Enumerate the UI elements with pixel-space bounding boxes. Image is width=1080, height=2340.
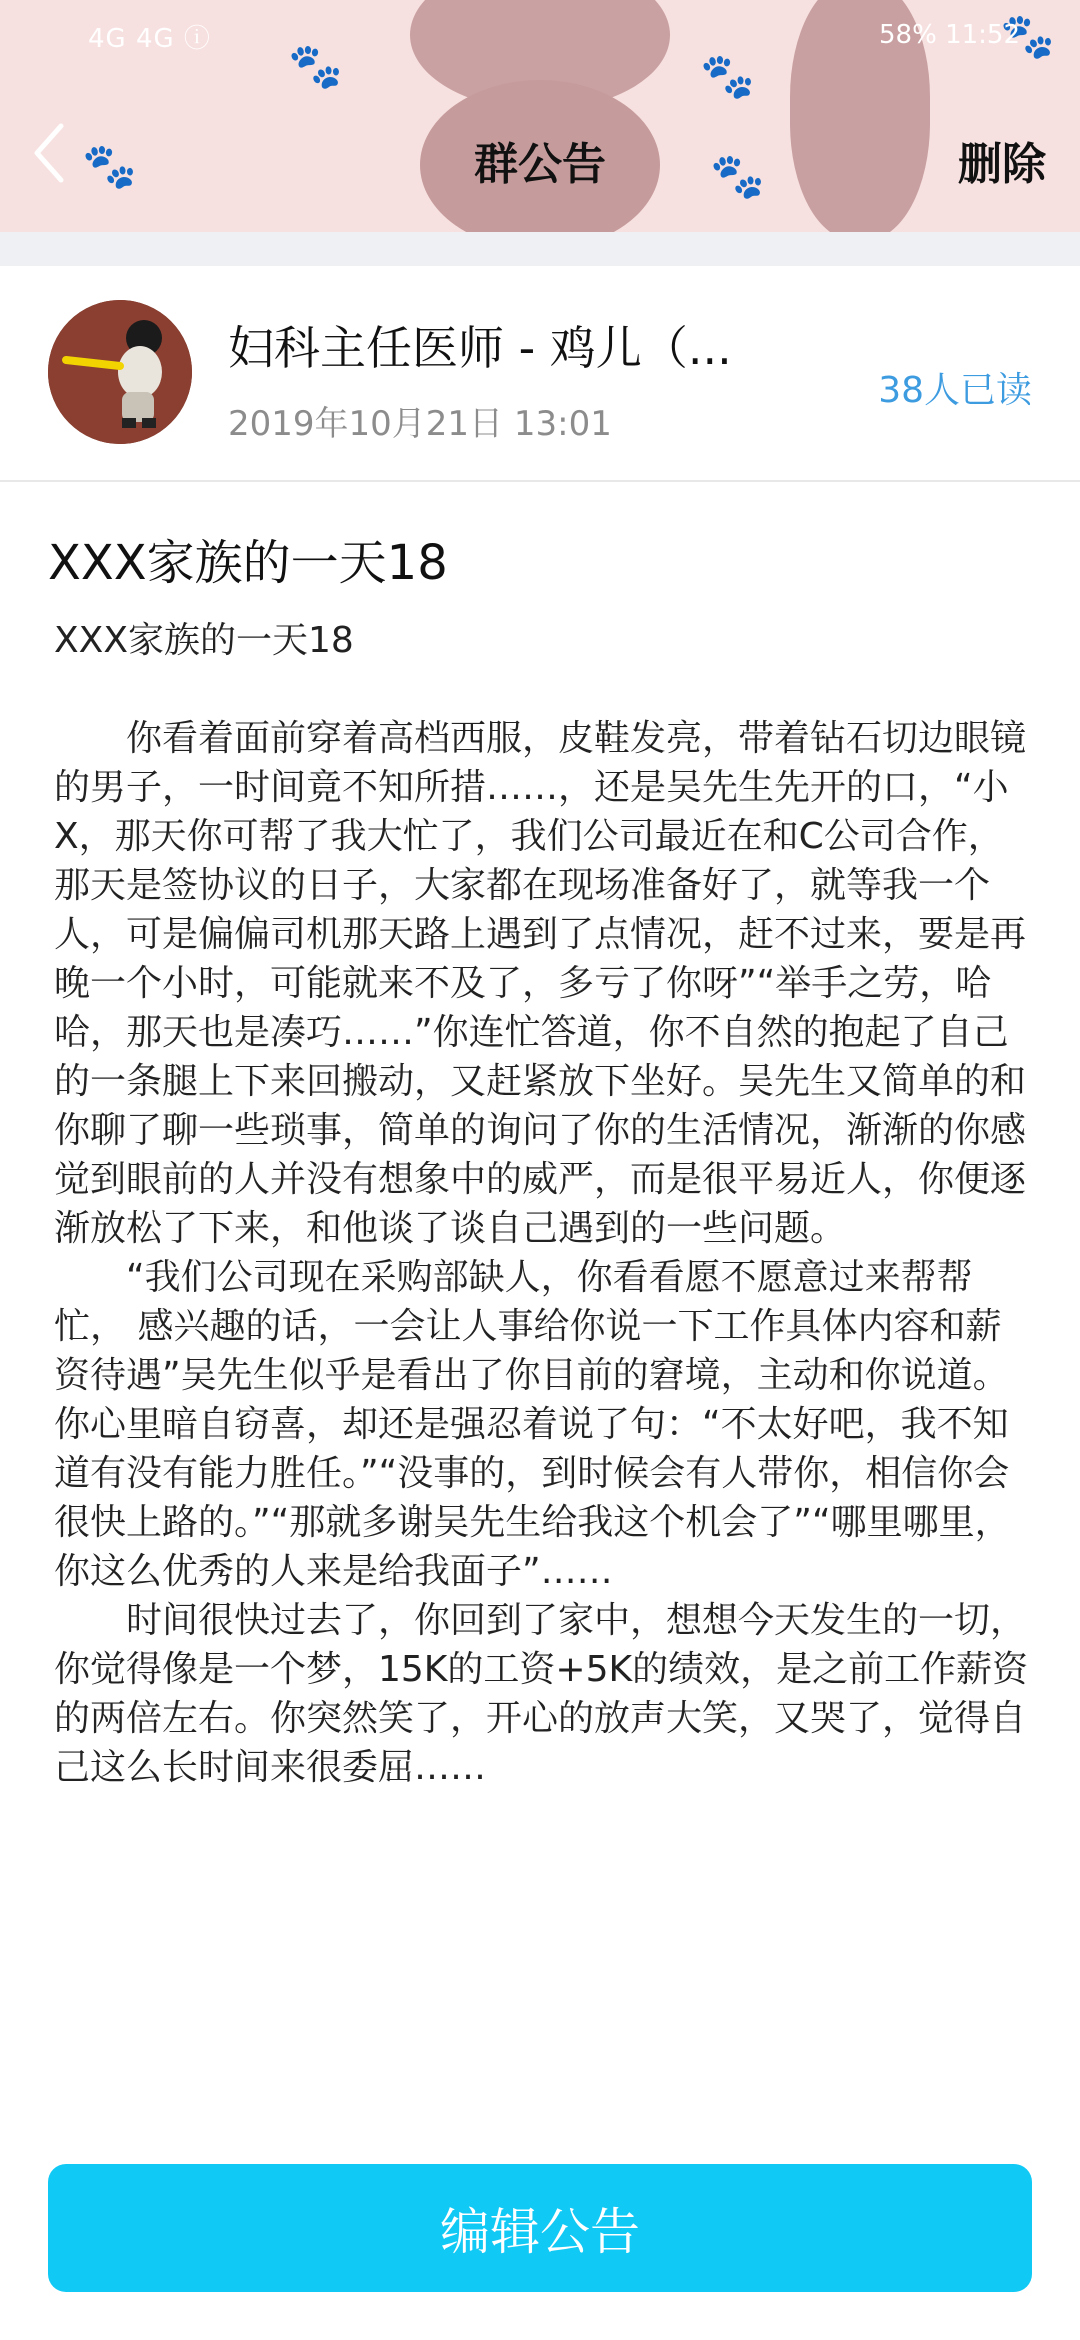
paw-print-icon: 🐾 <box>710 151 765 202</box>
author-row <box>0 266 1080 482</box>
avatar-image <box>48 300 192 444</box>
status-bar-left: 4G 4G ⓘ <box>88 24 211 54</box>
paw-print-icon: 🐾 <box>82 141 137 192</box>
delete-button[interactable]: 删除 <box>958 139 1046 190</box>
paw-print-icon: 🐾 <box>700 51 755 102</box>
announcement-body <box>54 616 1030 1792</box>
paw-print-icon: 🐾 <box>288 41 343 92</box>
body-sub-title: XXX家族的一天18 <box>54 620 354 661</box>
paw-print-icon: 🐾 <box>1000 11 1055 62</box>
announcement-title: XXX家族的一天18 <box>48 535 448 591</box>
body-paragraph: 你看着面前穿着高档西服，皮鞋发亮，带着钻石切边眼镜的男子，一时间竟不知所措……，还是吴先生先开的口，“小X，那天你可帮了我大忙了，我们公司最近在和C公司合作，那天是签协议的日子，大家都在现场准备好了，就等我一个人，可是偏偏司机那天路上遇到了点情况，赶不过来，要是再晚一个小时，可能就来不及了，多亏了你呀”“举手之劳，哈哈，那天也是凑巧……”你连忙答道，你不自然的抱起了自己的一条腿上下来回搬动，又赶紧放下坐好。吴先生又简单的和你聊了聊一些琐事，简单的询问了你的生活情况，渐渐的你感觉到眼前的人并没有想象中的威严，而是很平易近人，你便逐渐放松了下来，和他谈了谈自己遇到的一些问题。 <box>54 718 1027 1249</box>
header-bar <box>0 0 1080 232</box>
header-divider <box>0 232 1080 266</box>
read-count-link[interactable]: 38人已读 <box>878 370 1032 411</box>
avatar[interactable] <box>48 300 192 444</box>
page-title: 群公告 <box>474 139 606 190</box>
body-paragraph: “我们公司现在采购部缺人，你看看愿不愿意过来帮帮忙， 感兴趣的话，一会让人事给你说一下工作具体内容和薪资待遇”吴先生似乎是看出了你目前的窘境，主动和你说道。你心里暗自窃喜，却还是强忍着说了句：“不太好吧，我不知道有没有能力胜任。”“没事的，到时候会有人带你，相信你会很快上路的。”“那就多谢吴先生给我这个机会了”“哪里哪里，你这么优秀的人来是给我面子”…… <box>54 1257 1011 1592</box>
body-paragraph: 时间很快过去了，你回到了家中，想想今天发生的一切，你觉得像是一个梦，15K的工资+5K的绩效，是之前工作薪资的两倍左右。你突然笑了，开心的放声大笑，又哭了，觉得自己这么长时间来很委屈…… <box>54 1600 1029 1788</box>
post-timestamp: 2019年10月21日 13:01 <box>228 404 612 444</box>
edit-announcement-button[interactable]: 编辑公告 <box>48 2164 1032 2292</box>
status-bar-right: 58% 11:52 <box>879 20 1020 50</box>
author-name: 妇科主任医师 - 鸡儿（... <box>228 321 732 375</box>
status-bar <box>0 0 1080 78</box>
